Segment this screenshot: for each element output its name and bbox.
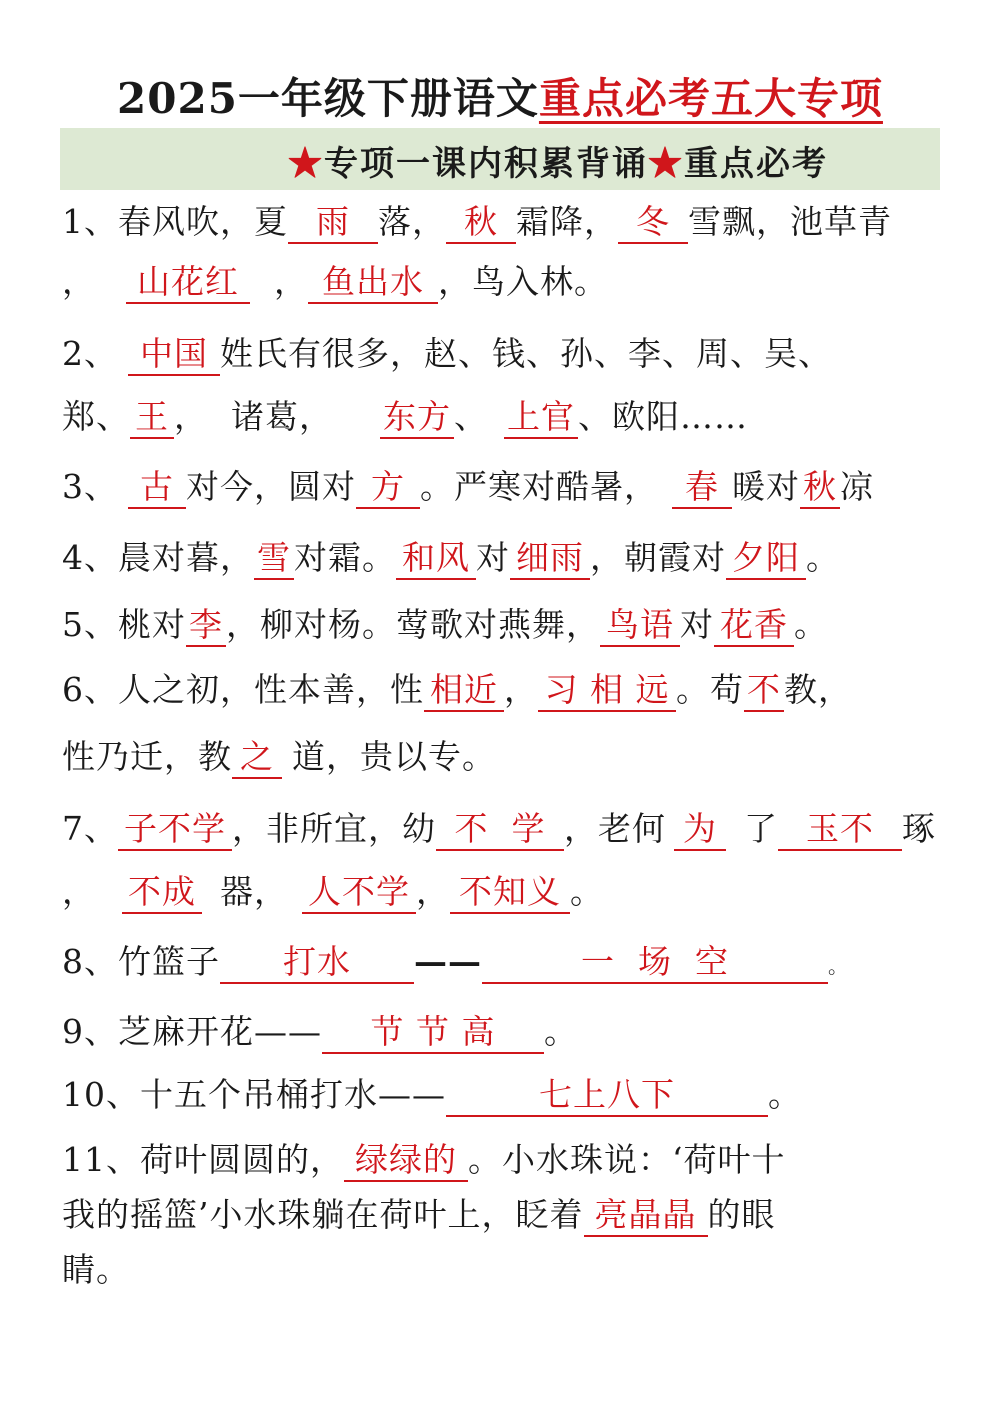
text: 姓氏有很多，赵、钱、孙、李、周、吴、 (220, 334, 832, 373)
star-icon: ★ (648, 144, 684, 184)
answer: 亮晶晶 (584, 1195, 708, 1237)
answer: 方 (356, 467, 420, 509)
text: 。小水珠说：‘荷叶十 (468, 1140, 786, 1179)
text: ，柳对杨。莺歌对燕舞， (226, 605, 600, 644)
item-7-line-2 (62, 870, 604, 914)
item-3-line (62, 465, 874, 509)
answer: 王 (130, 397, 174, 439)
answer: 鱼出水 (308, 262, 438, 304)
answer: 山花红 (126, 262, 250, 304)
item-9-line (62, 1010, 578, 1054)
text: 3、 (62, 467, 118, 506)
section-banner (60, 128, 940, 190)
answer: 秋 (800, 467, 840, 509)
text: 对霜。 (294, 538, 396, 577)
text: 。 (544, 1012, 578, 1051)
text: ， (62, 872, 96, 911)
text: 教， (784, 670, 852, 709)
answer: 花香 (714, 605, 794, 647)
text: 2、 (62, 334, 118, 373)
item-11-line-1 (62, 1138, 786, 1182)
answer: 李 (186, 605, 226, 647)
text: ，鸟入林。 (438, 262, 608, 301)
page-title (0, 66, 1000, 126)
answer: 古 (128, 467, 186, 509)
text: —— (414, 942, 482, 981)
text: 。 (570, 872, 604, 911)
text: ， (274, 262, 308, 301)
answer: 春 (672, 467, 732, 509)
answer: 人不学 (302, 872, 416, 914)
text: 7、 (62, 809, 118, 848)
answer: 不成 (122, 872, 202, 914)
text: ， (504, 670, 538, 709)
text: 。 (768, 1075, 802, 1114)
text: 对 (680, 605, 714, 644)
answer: 一 场 空 (482, 942, 828, 984)
answer: 七上八下 (446, 1075, 768, 1117)
text: ，老何 (564, 809, 666, 848)
answer: 东方 (380, 397, 454, 439)
text: ， (416, 872, 450, 911)
text: 11、荷叶圆圆的， (62, 1140, 344, 1179)
text: 霜降， (516, 202, 618, 241)
text: 凉 (840, 467, 874, 506)
banner-text (288, 136, 828, 185)
item-10-line (62, 1073, 802, 1117)
answer: 雨 (288, 202, 378, 244)
answer: 绿绿的 (344, 1140, 468, 1182)
item-11-line-2 (62, 1193, 776, 1237)
text: 5、桃对 (62, 605, 186, 644)
text: 6、人之初，性本善，性 (62, 670, 424, 709)
text: ， 诸葛， (174, 397, 356, 436)
answer: 玉不 (778, 809, 902, 851)
item-8-line (62, 940, 849, 988)
title-black: 2025一年级下册语文 (117, 74, 539, 123)
text: 10、十五个吊桶打水—— (62, 1075, 446, 1114)
item-5-line (62, 603, 828, 647)
text: 8、竹篮子 (62, 942, 220, 981)
answer: 为 (674, 809, 726, 851)
text: 的眼 (707, 1195, 776, 1234)
answer: 不 (744, 670, 784, 712)
text: 器， (220, 872, 288, 911)
answer: 雪 (254, 538, 294, 580)
text: 4、晨对暮， (62, 538, 254, 577)
answer: 秋 (446, 202, 516, 244)
text: 。 (794, 605, 828, 644)
text: 雪飘，池草青 (688, 202, 892, 241)
text: 道，贵以专。 (292, 737, 496, 776)
text: 。严寒对酷暑， (420, 467, 658, 506)
star-icon: ★ (288, 144, 324, 184)
text: 。苟 (676, 670, 744, 709)
answer: 之 (232, 737, 282, 779)
text: 暖对 (732, 467, 800, 506)
text: ， (62, 262, 96, 301)
text: 、 (453, 397, 488, 436)
item-6-line-1 (62, 668, 852, 712)
answer: 不知义 (450, 872, 570, 914)
answer: 相近 (424, 670, 504, 712)
answer: 习 相 远 (538, 670, 676, 712)
text: 郑、 (62, 397, 130, 436)
text: ，非所宜，幼 (232, 809, 436, 848)
answer: 细雨 (510, 538, 590, 580)
text: 对 (476, 538, 510, 577)
answer: 鸟语 (600, 605, 680, 647)
text: 1、春风吹，夏 (62, 202, 288, 241)
item-4-line (62, 536, 840, 580)
text: 对今，圆对 (186, 467, 356, 506)
item-7-line-1 (62, 807, 936, 851)
answer: 不 学 (436, 809, 564, 851)
item-2-line-1 (62, 332, 832, 376)
text: 睛。 (62, 1250, 130, 1289)
text: 。 (806, 538, 840, 577)
text: 琢 (902, 809, 936, 848)
text: ，朝霞对 (590, 538, 726, 577)
title-red: 重点必考五大专项 (538, 74, 883, 123)
item-2-line-2 (62, 395, 748, 439)
answer: 和风 (396, 538, 476, 580)
answer: 中国 (128, 334, 220, 376)
text: 性乃迁，教 (62, 737, 232, 776)
answer: 冬 (618, 202, 688, 244)
item-1-line-2 (62, 260, 608, 304)
text: 。 (828, 954, 849, 978)
answer: 子不学 (118, 809, 232, 851)
item-1-line-1 (62, 200, 892, 244)
text: 落， (378, 202, 446, 241)
text: 、欧阳…… (577, 397, 748, 436)
text: 9、芝麻开花—— (62, 1012, 322, 1051)
answer: 夕阳 (726, 538, 806, 580)
text: 我的摇篮’小水珠躺在荷叶上，眨着 (62, 1195, 584, 1234)
item-11-line-3 (62, 1248, 130, 1292)
item-6-line-2 (62, 735, 496, 779)
banner-title: 专项一课内积累背诵 (324, 144, 648, 184)
answer: 打水 (220, 942, 414, 984)
answer: 上官 (504, 397, 578, 439)
text: 了 (744, 809, 778, 848)
banner-subtitle: 重点必考 (684, 144, 828, 184)
answer: 节 节 高 (322, 1012, 544, 1054)
